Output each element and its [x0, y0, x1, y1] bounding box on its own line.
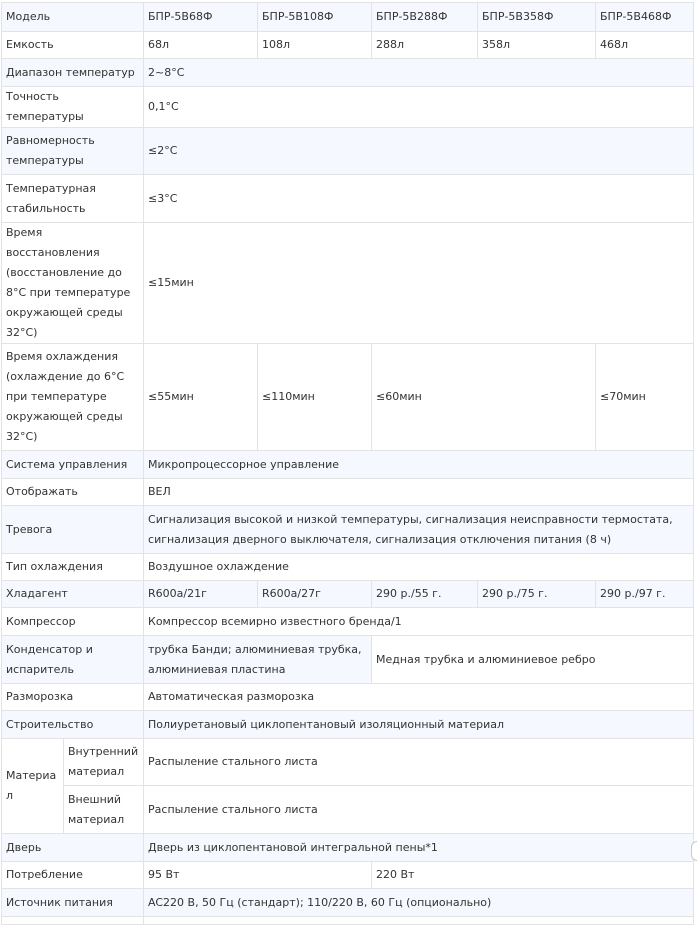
model-1: БПР-5В68Ф [144, 3, 258, 32]
model-3: БПР-5В288Ф [372, 3, 478, 32]
temp-uniformity-value: ≤2°C [144, 128, 694, 175]
temp-stability-label: Температурная стабильность [2, 175, 144, 223]
refrigerant-1: R600а/21г [144, 581, 258, 608]
refrigerant-label: Хладагент [2, 581, 144, 608]
power-supply-value: AC220 В, 50 Гц (стандарт); 110/220 В, 60 Гц (опционально) [144, 889, 694, 917]
scroll-handle-icon[interactable] [691, 841, 697, 861]
row-refrigerant [2, 581, 694, 608]
temp-uniformity-label: Равномерность температуры [2, 128, 144, 175]
spec-table [1, 2, 694, 925]
capacity-5: 468л [596, 32, 694, 59]
power-supply-label: Источник питания [2, 889, 144, 917]
temp-accuracy-value: 0,1°C [144, 87, 694, 128]
recovery-time-value: ≤15мин [144, 223, 694, 344]
row-display [2, 479, 694, 506]
defrost-label: Разморозка [2, 684, 144, 711]
temp-accuracy-label: Точность температуры [2, 87, 144, 128]
condenser-2: Медная трубка и алюминиевое ребро [372, 636, 694, 684]
row-temp-range [2, 59, 694, 87]
row-temp-accuracy [2, 87, 694, 128]
capacity-4: 358л [478, 32, 596, 59]
refrigerant-2: R600а/27г [258, 581, 372, 608]
compressor-value: Компрессор всемирно известного бренда/1 [144, 608, 694, 636]
construction-value: Полиуретановый циклопентановый изоляционный материал [144, 711, 694, 739]
alarm-value: Сигнализация высокой и низкой температуры, сигнализация неисправности термостата, сигнализация дверного выключателя, сигнализация отключения питания (8 ч) [144, 506, 694, 554]
consumption-label: Потребление [2, 862, 144, 889]
consumption-1: 95 Вт [144, 862, 372, 889]
row-door [2, 834, 694, 862]
row-compressor [2, 608, 694, 636]
refrigerant-3: 290 р./55 г. [372, 581, 478, 608]
construction-label: Строительство [2, 711, 144, 739]
row-temp-stability [2, 175, 694, 223]
row-control-system [2, 451, 694, 479]
capacity-2: 108л [258, 32, 372, 59]
row-construction [2, 711, 694, 739]
cooling-time-2: ≤110мин [258, 344, 372, 451]
cooling-type-label: Тип охлаждения [2, 554, 144, 581]
row-condenser [2, 636, 694, 684]
alarm-label: Тревога [2, 506, 144, 554]
row-cooling-type [2, 554, 694, 581]
display-value: ВЕЛ [144, 479, 694, 506]
condenser-label: Конденсатор и испаритель [2, 636, 144, 684]
material-outer-label: Внешний материал [64, 786, 144, 834]
model-2: БПР-5В108Ф [258, 3, 372, 32]
cooling-time-3: ≤60мин [372, 344, 596, 451]
cooling-time-1: ≤55мин [144, 344, 258, 451]
cooling-time-label: Время охлаждения (охлаждение до 6°C при температуре окружающей среды 32°C) [2, 344, 144, 451]
row-cooling-time [2, 344, 694, 451]
capacity-1: 68л [144, 32, 258, 59]
capacity-label: Емкость [2, 32, 144, 59]
consumption-2: 220 Вт [372, 862, 694, 889]
material-label: Материал [2, 739, 64, 834]
row-cut-off [2, 917, 694, 925]
temp-range-label: Диапазон температур [2, 59, 144, 87]
door-value: Дверь из циклопентановой интегральной пены*1 [144, 834, 694, 862]
material-inner-value: Распыление стального листа [144, 739, 694, 786]
recovery-time-label: Время восстановления (восстановление до 8°C при температуре окружающей среды 32°C) [2, 223, 144, 344]
cooling-type-value: Воздушное охлаждение [144, 554, 694, 581]
temp-range-value: 2~8°C [144, 59, 694, 87]
temp-stability-value: ≤3°C [144, 175, 694, 223]
row-model [2, 3, 694, 32]
material-outer-value: Распыление стального листа [144, 786, 694, 834]
capacity-3: 288л [372, 32, 478, 59]
row-material-inner [2, 739, 694, 786]
display-label: Отображать [2, 479, 144, 506]
defrost-value: Автоматическая разморозка [144, 684, 694, 711]
condenser-1: трубка Банди; алюминиевая трубка, алюминиевая пластина [144, 636, 372, 684]
cooling-time-4: ≤70мин [596, 344, 694, 451]
material-inner-label: Внутренний материал [64, 739, 144, 786]
row-alarm [2, 506, 694, 554]
refrigerant-5: 290 р./97 г. [596, 581, 694, 608]
model-label: Модель [2, 3, 144, 32]
control-system-label: Система управления [2, 451, 144, 479]
control-system-value: Микропроцессорное управление [144, 451, 694, 479]
row-recovery-time [2, 223, 694, 344]
refrigerant-4: 290 р./75 г. [478, 581, 596, 608]
compressor-label: Компрессор [2, 608, 144, 636]
row-material-outer [2, 786, 694, 834]
door-label: Дверь [2, 834, 144, 862]
row-consumption [2, 862, 694, 889]
model-4: БПР-5В358Ф [478, 3, 596, 32]
row-capacity [2, 32, 694, 59]
row-power-supply [2, 889, 694, 917]
model-5: БПР-5В468Ф [596, 3, 694, 32]
row-defrost [2, 684, 694, 711]
row-temp-uniformity [2, 128, 694, 175]
